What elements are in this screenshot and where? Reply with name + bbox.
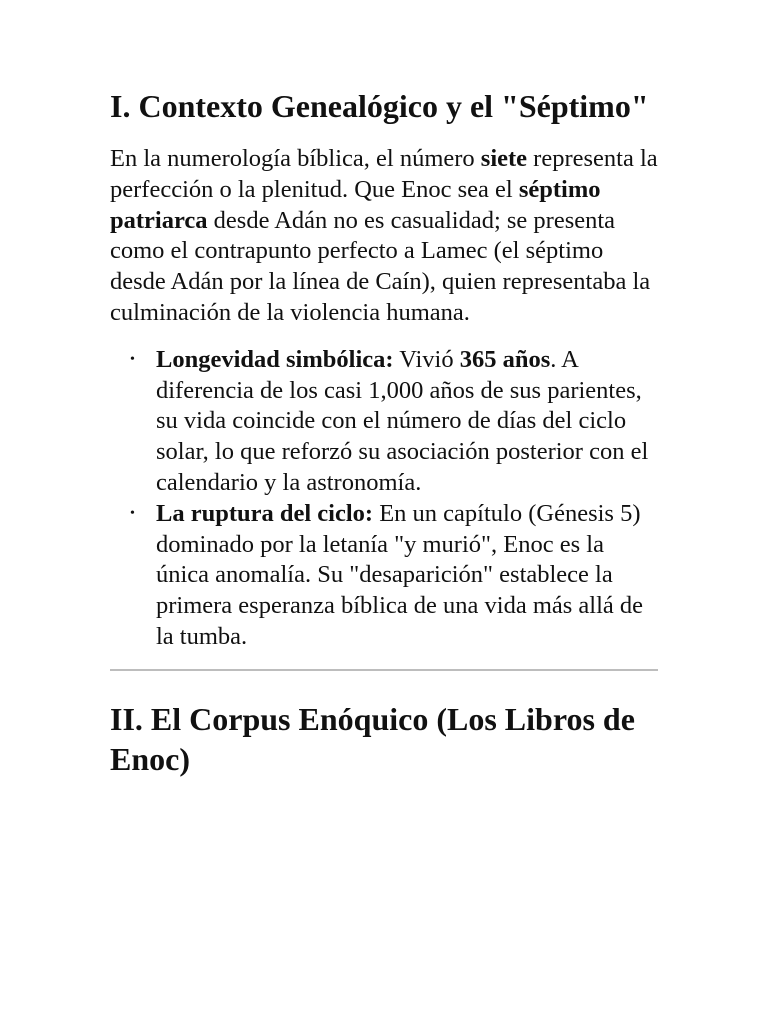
bullet-icon: • <box>130 505 135 521</box>
section-1-heading: I. Contexto Genealógico y el "Séptimo" <box>110 88 649 124</box>
document-page <box>110 86 658 779</box>
section-divider <box>110 669 658 671</box>
bullet-title: Longevidad simbólica: <box>156 345 394 373</box>
paragraph-text: representa la perfección o la plenitud. Que Enoc sea el <box>110 145 658 203</box>
list-item <box>130 345 658 499</box>
bullet-bold-365: 365 años <box>459 345 551 373</box>
paragraph-text: desde Adán no es casualidad; se presenta como el contrapunto perfecto a Lamec (el séptimo desde Adán por la línea de Caín), quien representaba la culminación de la violencia humana. <box>110 206 651 326</box>
bullet-text: . A diferencia de los casi 1,000 años de sus parientes, su vida coincide con el número de días del ciclo solar, lo que reforzó su asociación posterior con el calendario y la astronomía. <box>156 345 649 496</box>
section-2-heading: II. El Corpus Enóquico (Los Libros de Enoc) <box>110 700 635 777</box>
section-1-bullet-list <box>110 345 658 653</box>
bullet-icon: • <box>130 351 135 367</box>
bullet-text: En un capítulo (Génesis 5) dominado por la letanía "y murió", Enoc es la única anomalía. Su "desaparición" establece la primera esperanza bíblica de una vida más allá de la tumba. <box>156 499 644 650</box>
section-1-paragraph <box>110 144 658 329</box>
bullet-text: Vivió <box>393 345 460 373</box>
bullet-title: La ruptura del ciclo: <box>156 499 374 527</box>
paragraph-text: En la numerología bíblica, el número <box>110 145 481 172</box>
list-item <box>130 499 658 653</box>
paragraph-bold-siete: siete <box>480 145 528 172</box>
paragraph-bold-septimo-patriarca: séptimo patriarca <box>110 175 601 234</box>
